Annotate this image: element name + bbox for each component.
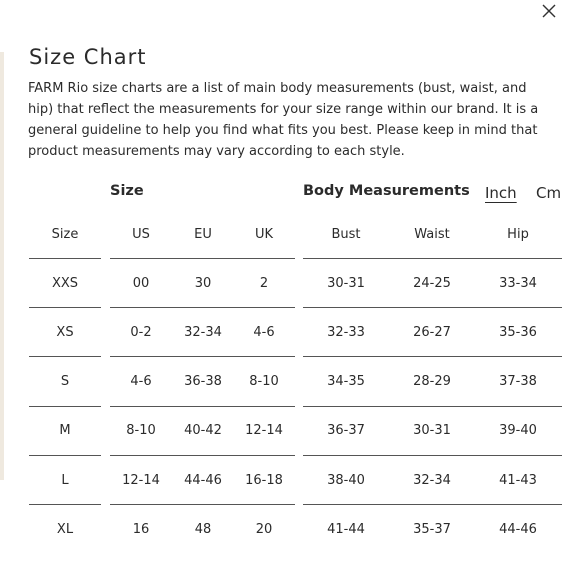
table-cell: 35-37 <box>413 522 451 537</box>
table-cell: L <box>61 473 69 488</box>
table-cell: 20 <box>255 522 273 537</box>
row-divider <box>303 406 562 407</box>
unit-toggle-cm[interactable]: Cm <box>536 184 562 202</box>
row-divider <box>110 406 295 407</box>
table-cell: 12-14 <box>122 473 160 488</box>
row-divider <box>29 356 101 357</box>
table-cell: 32-34 <box>413 473 451 488</box>
table-cell: M <box>59 423 71 438</box>
table-cell: 4-6 <box>253 325 275 340</box>
table-cell: 36-37 <box>327 423 365 438</box>
table-cell: XXS <box>51 276 79 291</box>
table-cell: 28-29 <box>413 374 451 389</box>
row-divider <box>29 504 101 505</box>
column-header-waist: Waist <box>414 227 450 242</box>
row-divider <box>110 455 295 456</box>
row-divider <box>303 258 562 259</box>
row-divider <box>303 455 562 456</box>
table-cell: 30 <box>194 276 212 291</box>
table-cell: 48 <box>194 522 212 537</box>
table-cell: 32-33 <box>327 325 365 340</box>
column-header-bust: Bust <box>331 227 361 242</box>
table-cell: 16-18 <box>245 473 283 488</box>
table-cell: 37-38 <box>499 374 537 389</box>
table-cell: S <box>60 374 70 389</box>
table-cell: 34-35 <box>327 374 365 389</box>
body-measurements-heading: Body Measurements <box>303 183 470 199</box>
table-cell: 35-36 <box>499 325 537 340</box>
table-cell: 8-10 <box>249 374 279 389</box>
row-divider <box>29 258 101 259</box>
table-cell: 41-44 <box>327 522 365 537</box>
row-divider <box>303 307 562 308</box>
table-cell: 33-34 <box>499 276 537 291</box>
table-cell: 38-40 <box>327 473 365 488</box>
column-header-us: US <box>132 227 150 242</box>
table-cell: 30-31 <box>327 276 365 291</box>
row-divider <box>303 504 562 505</box>
column-header-uk: UK <box>254 227 274 242</box>
table-cell: 16 <box>132 522 150 537</box>
table-cell: 0-2 <box>130 325 152 340</box>
row-divider <box>110 504 295 505</box>
table-cell: 41-43 <box>499 473 537 488</box>
row-divider <box>29 455 101 456</box>
unit-toggle-inch[interactable]: Inch <box>485 184 517 202</box>
table-cell: 32-34 <box>184 325 222 340</box>
table-cell: 44-46 <box>184 473 222 488</box>
table-cell: 44-46 <box>499 522 537 537</box>
column-header-eu: EU <box>194 227 212 242</box>
table-cell: 12-14 <box>245 423 283 438</box>
row-divider <box>29 307 101 308</box>
row-divider <box>110 356 295 357</box>
table-cell: 24-25 <box>413 276 451 291</box>
table-cell: 39-40 <box>499 423 537 438</box>
row-divider <box>303 356 562 357</box>
table-cell: 36-38 <box>184 374 222 389</box>
column-header-size: Size <box>51 227 79 242</box>
row-divider <box>110 258 295 259</box>
table-cell: 4-6 <box>130 374 152 389</box>
table-cell: 40-42 <box>184 423 222 438</box>
row-divider <box>29 406 101 407</box>
table-cell: 8-10 <box>126 423 156 438</box>
table-cell: XS <box>56 325 74 340</box>
table-cell: 2 <box>259 276 269 291</box>
size-chart-description: FARM Rio size charts are a list of main body measurements (bust, waist, and hip) that reflect the measurements for your size range within our brand. It is a general guideline to help you find what fits you best. Please keep in mind that product measurements may vary according to each style. <box>28 81 539 159</box>
size-group-heading: Size <box>110 183 144 199</box>
table-cell: 00 <box>132 276 150 291</box>
row-divider <box>110 307 295 308</box>
column-header-hip: Hip <box>507 227 529 242</box>
table-cell: 30-31 <box>413 423 451 438</box>
table-cell: 26-27 <box>413 325 451 340</box>
table-cell: XL <box>56 522 74 537</box>
page-title: Size Chart <box>29 45 147 69</box>
